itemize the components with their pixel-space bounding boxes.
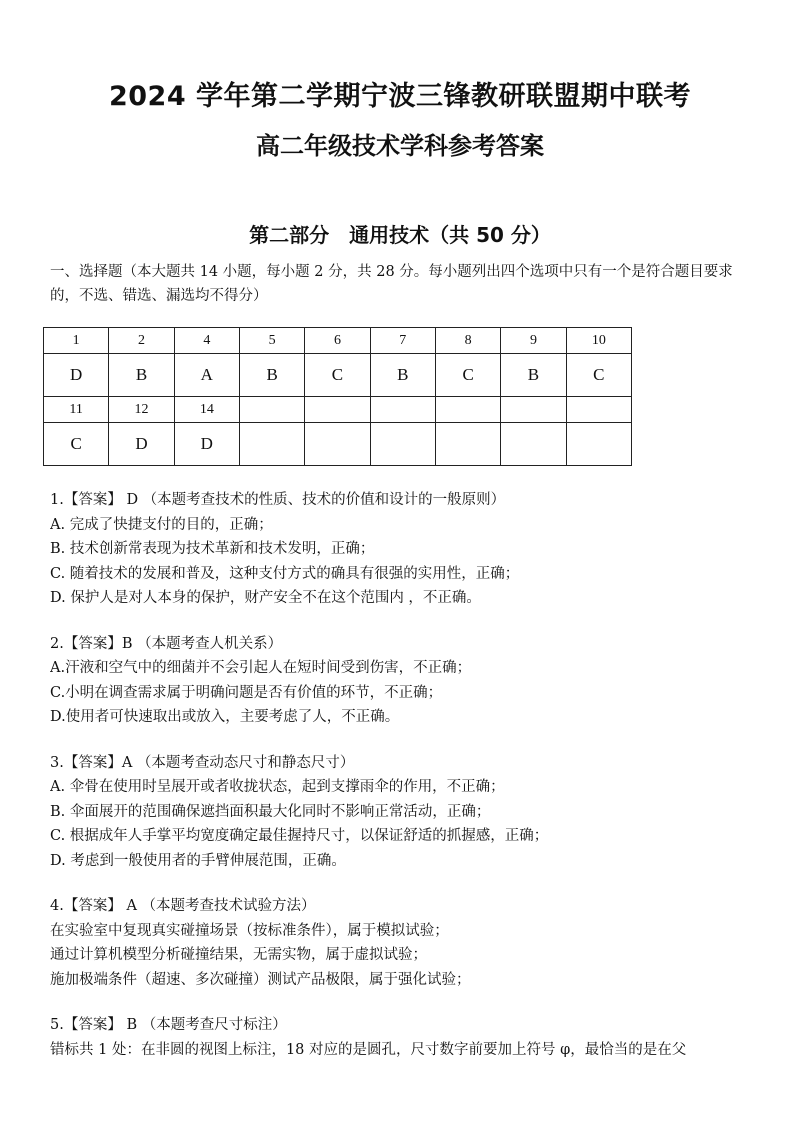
document-subtitle: 高二年级技术学科参考答案 xyxy=(256,132,544,160)
answer-heading: 1.【答案】 D （本题考查技术的性质、技术的价值和设计的一般原则） xyxy=(50,492,506,508)
answer-cell: D xyxy=(44,354,109,397)
answer-cell xyxy=(435,423,500,466)
answer-heading: 4.【答案】 A （本题考查技术试验方法） xyxy=(50,898,316,914)
answer-explanation xyxy=(50,894,770,992)
answer-cell: B xyxy=(239,354,304,397)
answer-cell xyxy=(305,423,370,466)
answer-heading: 3.【答案】A （本题考查动态尺寸和静态尺寸） xyxy=(50,754,355,771)
explanation-line: C. 根据成年人手掌平均宽度确定最佳握持尺寸，以保证舒适的抓握感，正确； xyxy=(50,828,549,844)
answer-cell: C xyxy=(305,354,370,397)
answer-cell xyxy=(239,423,304,466)
answer-explanation xyxy=(50,751,770,874)
explanation-line: C.小明在调查需求属于明确问题是否有价值的环节，不正确； xyxy=(50,684,443,701)
answer-cell: C xyxy=(44,423,109,466)
question-number-cell: 9 xyxy=(501,328,566,354)
question-number-cell: 8 xyxy=(435,328,500,354)
question-number-cell xyxy=(370,397,435,423)
answer-explanation xyxy=(50,632,770,730)
explanation-line: A. 完成了快捷支付的目的，正确； xyxy=(50,516,273,533)
question-number-cell xyxy=(566,397,631,423)
answer-cell: B xyxy=(109,354,174,397)
explanation-line: A.汗液和空气中的细菌并不会引起人在短时间受到伤害，不正确； xyxy=(50,660,472,676)
question-number-cell xyxy=(239,397,304,423)
answer-cell: C xyxy=(566,354,631,397)
answer-cell: D xyxy=(109,423,174,466)
question-number-cell: 5 xyxy=(239,328,304,354)
section-intro: 一、选择题（本大题共 14 小题，每小题 2 分，共 28 分。每小题列出四个选项中只有一个是符合题目要求的，不选、错选、漏选均不得分） xyxy=(50,264,733,304)
answer-table-row xyxy=(44,397,632,423)
question-number-cell: 4 xyxy=(174,328,239,354)
answer-heading: 2.【答案】B （本题考查人机关系） xyxy=(50,635,283,652)
explanation-line: B. 伞面展开的范围确保遮挡面积最大化同时不影响正常活动，正确； xyxy=(50,803,491,820)
answer-cell: D xyxy=(174,423,239,466)
question-number-cell: 1 xyxy=(44,328,109,354)
answer-explanation xyxy=(50,1013,770,1062)
question-number-cell xyxy=(435,397,500,423)
question-number-cell: 7 xyxy=(370,328,435,354)
answer-cell: B xyxy=(501,354,566,397)
answer-table xyxy=(43,327,632,466)
answer-table-row xyxy=(44,423,632,466)
explanation-line: D.使用者可快速取出或放入，主要考虑了人，不正确。 xyxy=(50,709,400,725)
question-number-cell: 14 xyxy=(174,397,239,423)
answer-table-row xyxy=(44,354,632,397)
answer-cell: B xyxy=(370,354,435,397)
document-title: 2024 学年第二学期宁波三锋教研联盟期中联考 xyxy=(108,81,692,112)
question-number-cell: 12 xyxy=(109,397,174,423)
answer-heading: 5.【答案】 B （本题考查尺寸标注） xyxy=(50,1017,287,1033)
section-title: 第二部分 通用技术（共 50 分） xyxy=(249,223,551,247)
answer-explanation xyxy=(50,488,770,611)
explanation-line: A. 伞骨在使用时呈展开或者收拢状态，起到支撑雨伞的作用，不正确； xyxy=(50,779,505,795)
answer-cell xyxy=(501,423,566,466)
question-number-cell: 6 xyxy=(305,328,370,354)
question-number-cell: 10 xyxy=(566,328,631,354)
explanation-line: B. 技术创新常表现为技术革新和技术发明，正确； xyxy=(50,541,375,557)
question-number-cell xyxy=(305,397,370,423)
explanations xyxy=(50,488,770,1083)
explanation-line: D. 保护人是对人本身的保护，财产安全不在这个范围内 ，不正确。 xyxy=(50,590,481,606)
answer-cell: A xyxy=(174,354,239,397)
explanation-line: C. 随着技术的发展和普及，这种支付方式的确具有很强的实用性，正确； xyxy=(50,565,520,582)
question-number-cell xyxy=(501,397,566,423)
question-number-cell: 2 xyxy=(109,328,174,354)
explanation-line: 施加极端条件（超速、多次碰撞）测试产品极限，属于强化试验； xyxy=(50,971,471,988)
answer-table-row xyxy=(44,328,632,354)
answer-cell xyxy=(370,423,435,466)
explanation-line: D. 考虑到一般使用者的手臂伸展范围，正确。 xyxy=(50,852,346,869)
explanation-line: 错标共 1 处：在非圆的视图上标注，18 对应的是圆孔，尺寸数字前要加上符号 φ，最恰当的是在父 xyxy=(50,1041,687,1058)
answer-cell xyxy=(566,423,631,466)
answer-cell: C xyxy=(435,354,500,397)
question-number-cell: 11 xyxy=(44,397,109,423)
explanation-line: 在实验室中复现真实碰撞场景（按标准条件），属于模拟试验； xyxy=(50,922,449,939)
explanation-line: 通过计算机模型分析碰撞结果，无需实物，属于虚拟试验； xyxy=(50,947,427,963)
